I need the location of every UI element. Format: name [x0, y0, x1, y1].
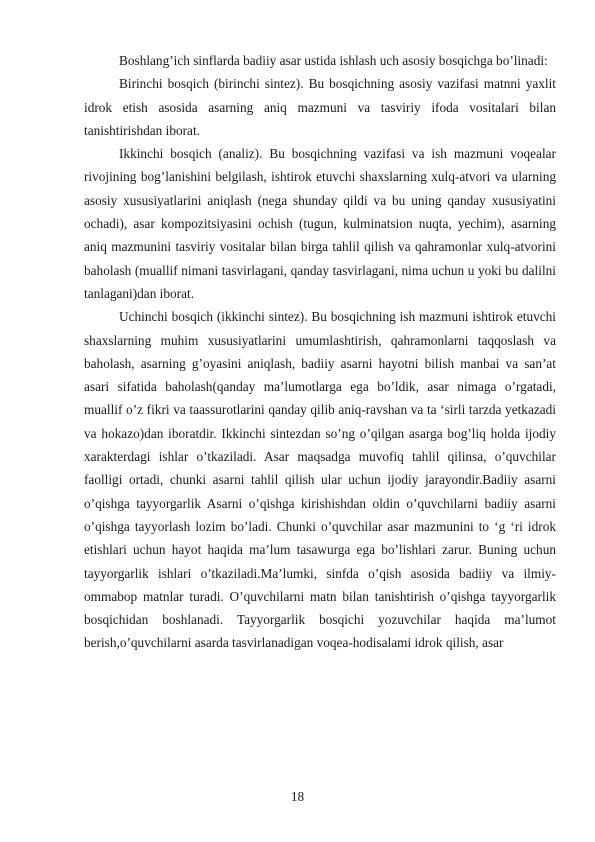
document-body	[84, 49, 556, 655]
paragraph-first-stage: Birinchi bosqich (birinchi sintez). Bu bosqichning asosiy vazifasi matnni yaxlit idrok etish asosida asarning aniq mazmuni va tasviriy ifoda vositalari bilan tanishtirishdan iborat.	[84, 76, 556, 138]
page-number: 18	[290, 789, 305, 804]
paragraph-second-stage: Ikkinchi bosqich (analiz). Bu bosqichning vazifasi va ish mazmuni voqealar rivojining bog’lanishini belgilash, ishtirok etuvchi shaxslarning xulq-atvori va ularning asosiy xususiyatlarini aniqlash (nega shunday qildi va bu uning qanday xususiyatini ochadi), asar kompozitsiyasini ochish (tugun, kulminatsion nuqta, yechim), asarning aniq mazmunini tasviriy vositalar bilan birga tahlil qilish va qahramonlar xulq-atvorini baholash (muallif nimani tasvirlagani, qanday tasvirlagani, nima uchun u yoki bu dalilni tanlagani)dan iborat.	[84, 146, 556, 301]
paragraph-intro: Boshlang’ich sinflarda badiiy asar ustida ishlash uch asosiy bosqichga bo’linadi:	[119, 53, 548, 68]
paragraph-third-stage: Uchinchi bosqich (ikkinchi sintez). Bu bosqichning ish mazmuni ishtirok etuvchi shaxslarning muhim xususiyatlarini umumlashtirish, qahramonlarni taqqoslash va baholash, asarning g’oyasini aniqlash, badiiy asarni hayotni bilish manbai va san’at asari sifatida baholash(qanday ma’lumotlarga ega bo’ldik, asar nimaga o’rgatadi, muallif o’z fikri va taassurotlarini qanday qilib aniq-ravshan va ta ‘sirli tarzda yetkazadi va hokazo)dan iboratdir. Ikkinchi sintezdan so’ng o’qilgan asarga bog’liq holda ijodiy xarakterdagi ishlar o’tkaziladi. Asar maqsadga muvofiq tahlil qilinsa, o’quvchilar faolligi ortadi, chunki asarni tahlil qilish ular uchun ijodiy jarayondir.Badiiy asarni o’qishga tayyorgarlik Asarni o’qishga kirishishdan oldin o’quvchilarni badiiy asarni o’qishga tayyorlash lozim bo’ladi. Chunki o’quvchilar asar mazmunini to ‘g ‘ri idrok etishlari uchun hayot haqida ma’lum tasawurga ega bo’lishlari zarur. Buning uchun tayyorgarlik ishlari o’tkaziladi.Ma’lumki, sinfda o’qish asosida badiiy va ilmiy-ommabop matnlar turadi. O’quvchilarni matn bilan tanishtirish o’qishga tayyorgarlik bosqichidan boshlanadi. Tayyorgarlik bosqichi yozuvchilar haqida ma’lumot berish,o’quvchilarni asarda tasvirlanadigan voqea-hodisalami idrok qilish, asar	[84, 309, 556, 651]
